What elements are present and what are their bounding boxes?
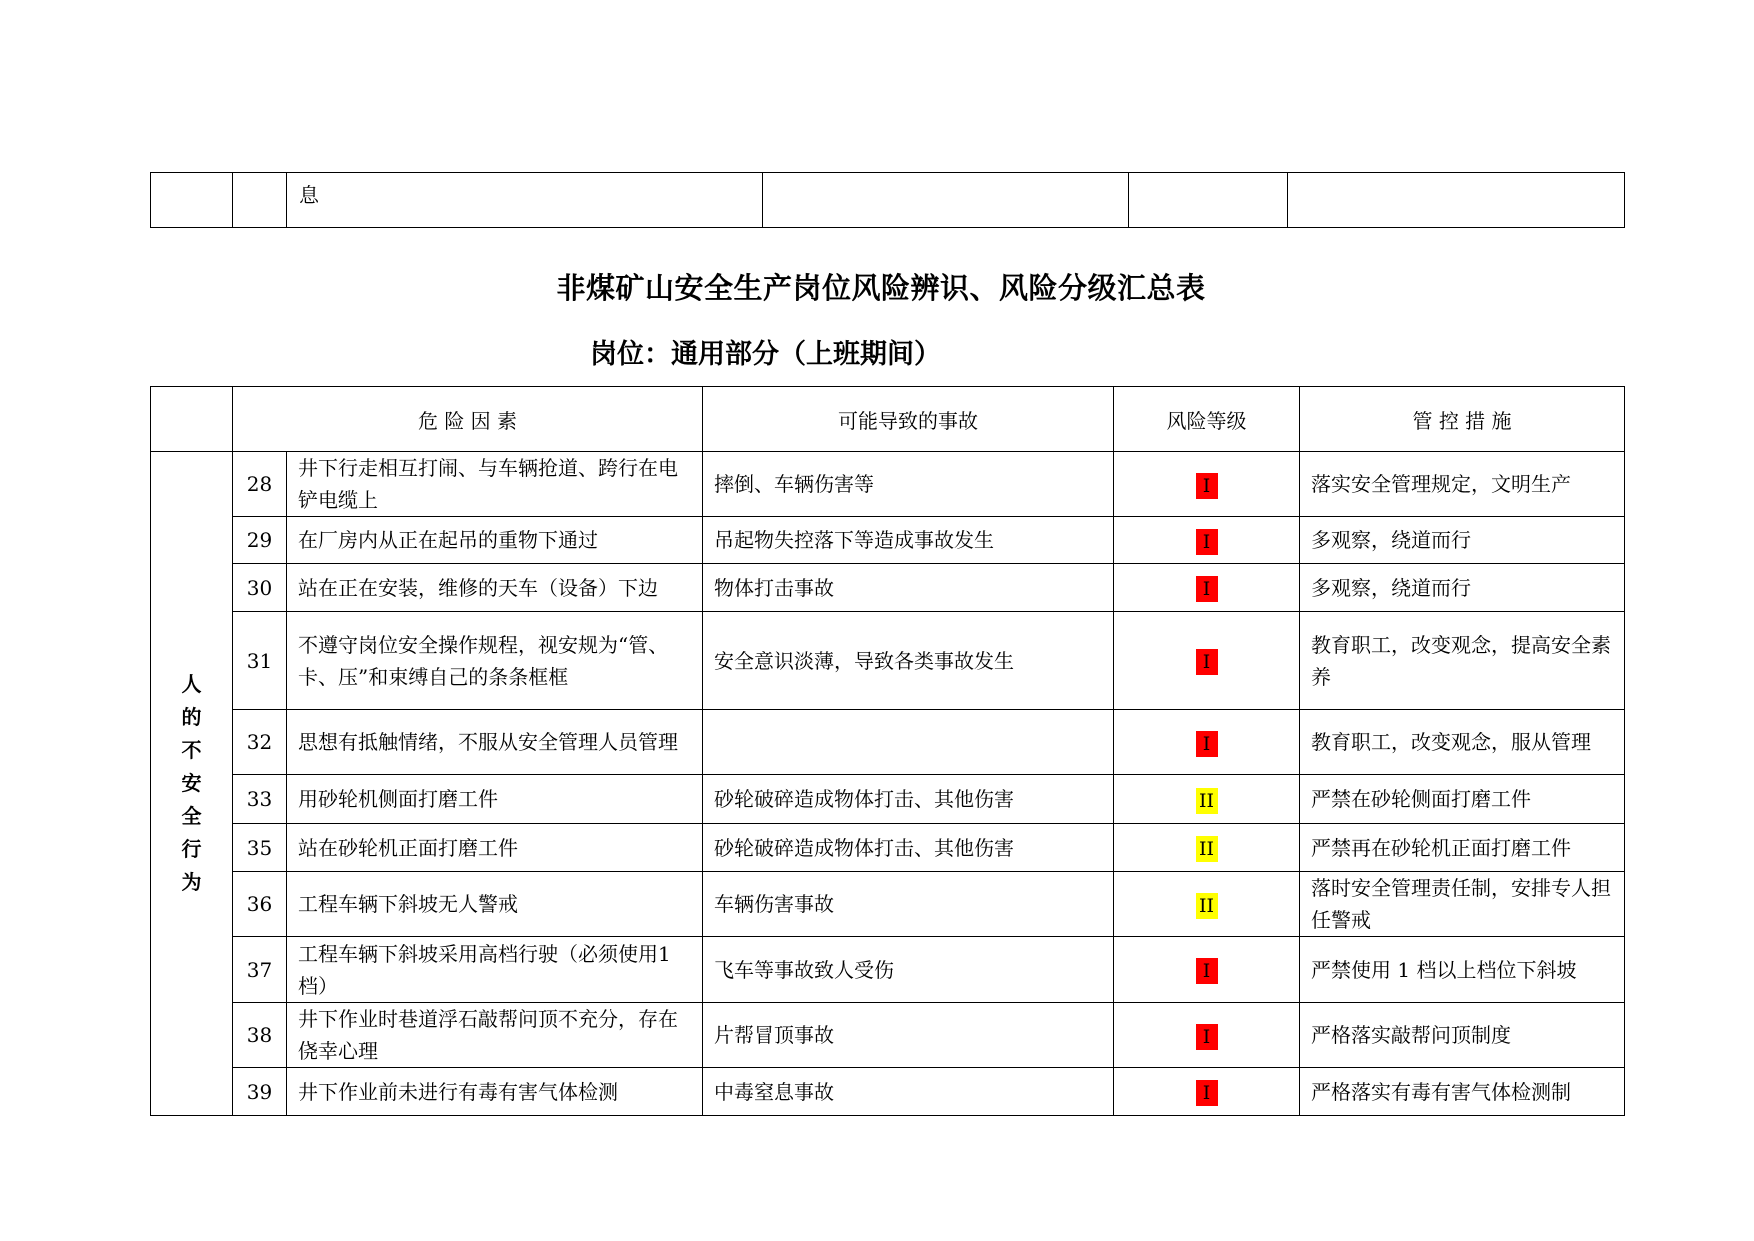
risk-level-cell: [1114, 564, 1300, 612]
risk-level-cell: [1114, 872, 1300, 937]
accident-cell: 吊起物失控落下等造成事故发生: [703, 517, 1114, 564]
control-measure-cell: 教育职工，改变观念，服从管理: [1300, 710, 1625, 775]
row-number: 35: [233, 824, 287, 872]
table-row: [151, 710, 1625, 775]
row-number: 31: [233, 612, 287, 710]
hazard-cell: 在厂房内从正在起吊的重物下通过: [287, 517, 703, 564]
table-row: [151, 564, 1625, 612]
risk-level-badge: I: [1196, 1024, 1218, 1050]
row-number: 32: [233, 710, 287, 775]
control-measure-cell: 严禁使用 1 档以上档位下斜坡: [1300, 937, 1625, 1003]
fragment-cell-level: [1129, 173, 1288, 228]
accident-cell: 物体打击事故: [703, 564, 1114, 612]
header-hazard: 危 险 因 素: [233, 387, 703, 452]
row-number: 38: [233, 1003, 287, 1068]
risk-level-cell: [1114, 612, 1300, 710]
category-cell: [151, 452, 233, 1116]
control-measure-cell: 多观察，绕道而行: [1300, 517, 1625, 564]
accident-cell: 片帮冒顶事故: [703, 1003, 1114, 1068]
risk-level-badge: I: [1196, 529, 1218, 555]
fragment-cell-category: [151, 173, 233, 228]
table-row: [151, 452, 1625, 517]
fragment-cell-number: [233, 173, 287, 228]
header-category: [151, 387, 233, 452]
risk-level-badge: I: [1196, 1080, 1218, 1106]
fragment-cell-accident: [763, 173, 1129, 228]
control-measure-cell: 严格落实有毒有害气体检测制: [1300, 1068, 1625, 1116]
risk-level-cell: [1114, 937, 1300, 1003]
risk-summary-table: [150, 386, 1625, 1116]
fragment-cell-control: [1288, 173, 1625, 228]
accident-cell: 砂轮破碎造成物体打击、其他伤害: [703, 775, 1114, 824]
row-number: 37: [233, 937, 287, 1003]
accident-cell: 安全意识淡薄，导致各类事故发生: [703, 612, 1114, 710]
control-measure-cell: 严禁在砂轮侧面打磨工件: [1300, 775, 1625, 824]
hazard-cell: 井下作业时巷道浮石敲帮问顶不充分，存在侥幸心理: [287, 1003, 703, 1068]
fragment-cell-hazard: 息: [287, 173, 763, 228]
risk-level-badge: II: [1196, 788, 1218, 814]
risk-level-cell: [1114, 1003, 1300, 1068]
table-header-row: [151, 387, 1625, 452]
hazard-cell: 用砂轮机侧面打磨工件: [287, 775, 703, 824]
table-row: [151, 824, 1625, 872]
row-number: 28: [233, 452, 287, 517]
control-measure-cell: 严禁再在砂轮机正面打磨工件: [1300, 824, 1625, 872]
risk-level-badge: I: [1196, 958, 1218, 984]
table-row: [151, 872, 1625, 937]
document-subtitle: 岗位：通用部分（上班期间）: [590, 339, 941, 370]
risk-level-cell: [1114, 517, 1300, 564]
accident-cell: 飞车等事故致人受伤: [703, 937, 1114, 1003]
risk-level-badge: I: [1196, 731, 1218, 757]
hazard-cell: 工程车辆下斜坡采用高档行驶（必须使用1 档）: [287, 937, 703, 1003]
control-measure-cell: 教育职工，改变观念，提高安全素养: [1300, 612, 1625, 710]
row-number: 36: [233, 872, 287, 937]
accident-cell: 砂轮破碎造成物体打击、其他伤害: [703, 824, 1114, 872]
header-risk-level: 风险等级: [1114, 387, 1300, 452]
row-number: 39: [233, 1068, 287, 1116]
table-body: [151, 452, 1625, 1116]
risk-level-cell: [1114, 775, 1300, 824]
table-row: [151, 517, 1625, 564]
previous-table-fragment: [150, 172, 1625, 228]
accident-cell: 中毒窒息事故: [703, 1068, 1114, 1116]
table-row: [151, 1003, 1625, 1068]
accident-cell: [703, 710, 1114, 775]
header-accident: 可能导致的事故: [703, 387, 1114, 452]
risk-level-cell: [1114, 452, 1300, 517]
hazard-cell: 站在正在安装，维修的天车（设备）下边: [287, 564, 703, 612]
row-number: 29: [233, 517, 287, 564]
control-measure-cell: 落时安全管理责任制，安排专人担任警戒: [1300, 872, 1625, 937]
control-measure-cell: 落实安全管理规定，文明生产: [1300, 452, 1625, 517]
control-measure-cell: 严格落实敲帮问顶制度: [1300, 1003, 1625, 1068]
accident-cell: 车辆伤害事故: [703, 872, 1114, 937]
table-row: [151, 612, 1625, 710]
hazard-cell: 工程车辆下斜坡无人警戒: [287, 872, 703, 937]
hazard-cell: 井下行走相互打闹、与车辆抢道、跨行在电铲电缆上: [287, 452, 703, 517]
risk-level-badge: II: [1196, 893, 1218, 919]
previous-table-row: [151, 173, 1625, 228]
row-number: 30: [233, 564, 287, 612]
hazard-cell: 站在砂轮机正面打磨工件: [287, 824, 703, 872]
document-title: 非煤矿山安全生产岗位风险辨识、风险分级汇总表: [556, 271, 1206, 305]
table-row: [151, 775, 1625, 824]
header-control: 管 控 措 施: [1300, 387, 1625, 452]
hazard-cell: 不遵守岗位安全操作规程，视安规为“管、卡、压”和束缚自己的条条框框: [287, 612, 703, 710]
control-measure-cell: 多观察，绕道而行: [1300, 564, 1625, 612]
table-row: [151, 937, 1625, 1003]
risk-level-cell: [1114, 1068, 1300, 1116]
table-row: [151, 1068, 1625, 1116]
risk-level-cell: [1114, 824, 1300, 872]
risk-level-badge: I: [1196, 473, 1218, 499]
risk-level-badge: II: [1196, 836, 1218, 862]
accident-cell: 摔倒、车辆伤害等: [703, 452, 1114, 517]
category-label: 人的不安全行为: [181, 672, 202, 894]
hazard-cell: 井下作业前未进行有毒有害气体检测: [287, 1068, 703, 1116]
risk-level-badge: I: [1196, 649, 1218, 675]
row-number: 33: [233, 775, 287, 824]
risk-level-badge: I: [1196, 576, 1218, 602]
hazard-cell: 思想有抵触情绪，不服从安全管理人员管理: [287, 710, 703, 775]
risk-level-cell: [1114, 710, 1300, 775]
